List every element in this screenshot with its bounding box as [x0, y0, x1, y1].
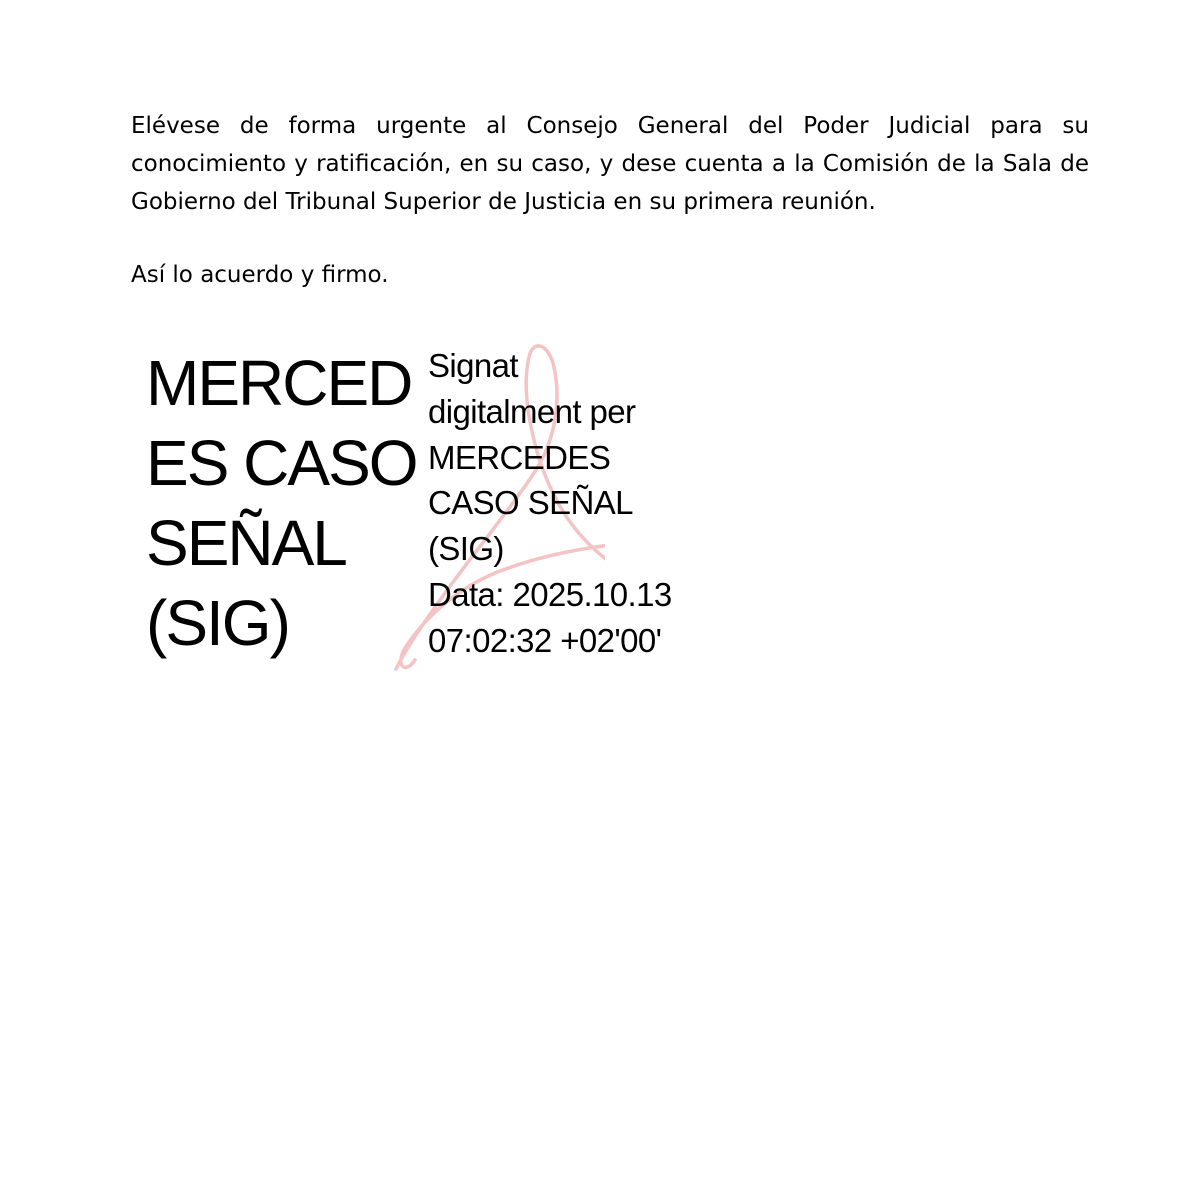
signer-name-line: (SIG) — [146, 587, 289, 659]
signature-detail-line: CASO SEÑAL — [428, 484, 633, 522]
signature-detail-line: Signat — [428, 347, 518, 384]
signature-detail-line: (SIG) — [428, 530, 504, 568]
body-paragraph: Elévese de forma urgente al Consejo General del Poder Judicial para su conocimiento y ratificación, en su caso, y dese cuenta a la Comisión de la Sala de Gobierno del Tribunal Superior de Justicia en su primera reunión. — [131, 113, 1089, 215]
signature-time-line: 07:02:32 +02'00' — [428, 621, 662, 659]
signer-name-line: MERCED — [146, 347, 412, 419]
signer-name-large — [146, 343, 417, 663]
signer-name-line: SEÑAL — [146, 507, 346, 579]
signature-detail-line: digitalment per — [428, 392, 636, 430]
signature-detail-line: MERCEDES — [428, 438, 611, 476]
digital-signature-block — [140, 335, 720, 680]
signer-name-line: ES CASO — [146, 427, 417, 499]
signature-details — [428, 343, 672, 664]
closing-line: Así lo acuerdo y firmo. — [131, 262, 389, 288]
signature-date-line: Data: 2025.10.13 — [428, 575, 672, 613]
